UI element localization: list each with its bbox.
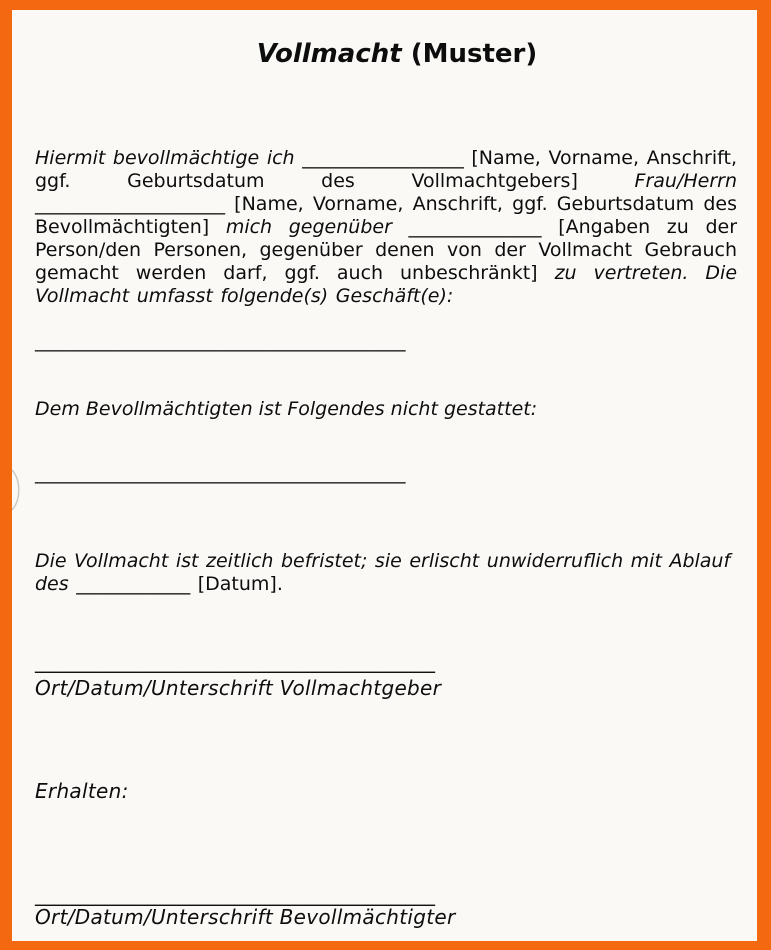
signature-label-agent: Ort/Datum/Unterschrift Bevollmächtigter [35,905,456,929]
page-title-suffix: (Muster) [401,39,538,69]
signature-line-principal: ________________________________________ [35,649,435,673]
paper-curl-icon [10,468,24,512]
intro-segment-closing: zu vertreten. Die Vollmacht umfasst folgende(s) Geschäft(e): [35,262,738,307]
expiry-paragraph [35,550,737,596]
intro-blank-towards: ______________ [408,216,542,238]
intro-segment-agent-note: [Name, Vorname, Anschrift, ggf. Geburtsdatum des Bevollmächtigten] [35,193,737,238]
signature-line-agent: ________________________________________ [35,882,435,906]
signature-label-principal: Ort/Datum/Unterschrift Vollmachtgeber [35,676,442,700]
received-label: Erhalten: [35,779,129,803]
blank-line-restrictions: _______________________________________ [35,462,406,484]
expiry-blank-date: ____________ [76,573,191,595]
intro-segment-agent-lead: Frau/Herrn [634,170,737,192]
page-title [35,38,737,70]
expiry-line2-prefix: des [35,573,77,595]
intro-blank-grantor: _________________ [302,147,464,169]
intro-segment-grantor-lead: Hiermit bevollmächtige ich [35,147,303,169]
intro-blank-agent: ____________________ [35,193,225,215]
intro-segment-towards-note: [Angaben zu der Person/den Personen, gegenüber denen von der Vollmacht Gebrauch gemacht werden darf, ggf. auch unbeschränkt] [35,216,738,284]
expiry-line2-suffix: [Datum]. [190,573,283,595]
intro-segment-grantor-note: [Name, Vorname, Anschrift, ggf. Geburtsdatum des Vollmachtgebers] [35,147,737,192]
intro-paragraph [35,147,737,308]
intro-segment-towards-lead: mich gegenüber [225,216,409,238]
blank-line-business: _______________________________________ [35,330,406,352]
expiry-line1: Die Vollmacht ist zeitlich befristet; sie erlischt unwiderruflich mit Ablauf [35,550,731,572]
restrictions-heading: Dem Bevollmächtigten ist Folgendes nicht gestattet: [35,398,538,420]
page-title-main: Vollmacht [256,39,402,69]
